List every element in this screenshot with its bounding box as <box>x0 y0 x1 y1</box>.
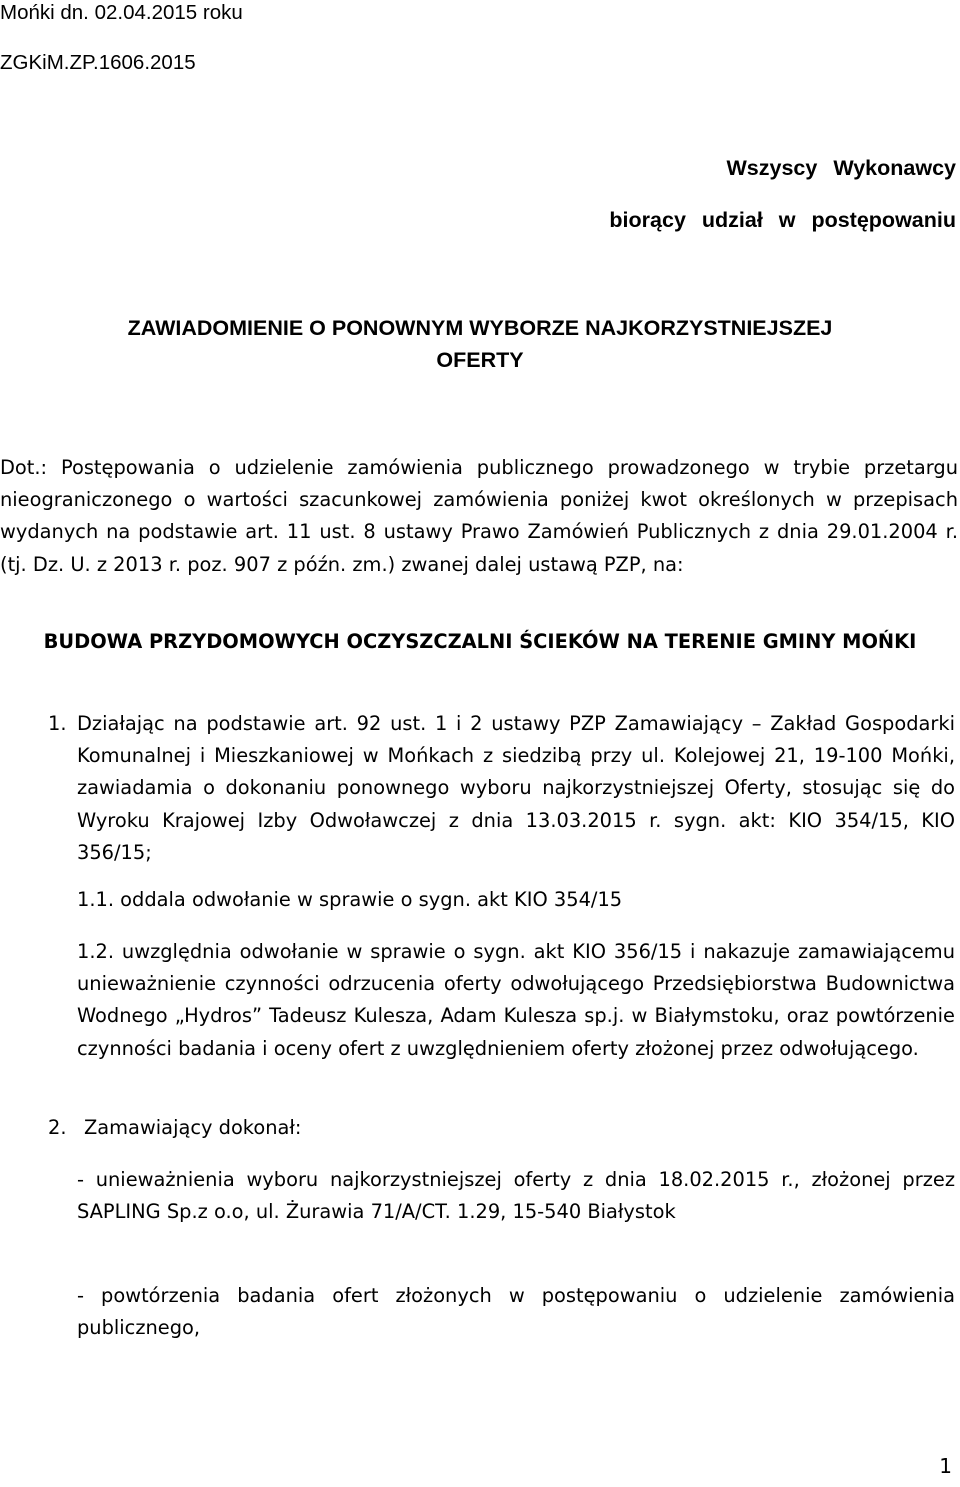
reference-number: ZGKiM.ZP.1606.2015 <box>0 51 196 74</box>
addressee-line-1: Wszyscy Wykonawcy <box>726 156 956 180</box>
item-1-2: 1.2. uwzględnia odwołanie w sprawie o sygn. akt KIO 356/15 i nakazuje zamawiającemu unieważnienie czynności odrzucenia oferty odwołującego Przedsiębiorstwa Budownictwa Wodnego „Hydros” Tadeusz Kulesza, Adam Kulesza sp.j. w Białymstoku, oraz powtórzenie czynności badania i oceny ofert z uwzględnieniem oferty złożonej przez odwołującego. <box>77 940 955 1060</box>
list-item-annulment: - unieważnienia wyboru najkorzystniejszej oferty z dnia 18.02.2015 r., złożonej przez SAPLING Sp.z o.o, ul. Żurawia 71/A/CT. 1.29, 15-540 Białystok <box>77 1168 955 1224</box>
document-title-line-1: ZAWIADOMIENIE O PONOWNYM WYBORZE NAJKORZYSTNIEJSZEJ <box>127 316 833 340</box>
section-2-heading: Zamawiający dokonał: <box>84 1116 302 1139</box>
subject-paragraph: Dot.: Postępowania o udzielenie zamówienia publicznego prowadzonego w trybie przetargu nieograniczonego o wartości szacunkowej zamówienia poniżej kwot określonych w przepisach wydanych na podstawie art. 11 ust. 8 ustawy Prawo Zamówień Publicznych z dnia 29.01.2004 r. (tj. Dz. U. z 2013 r. poz. 907 z późn. zm.) zwanej dalej ustawą PZP, na: <box>0 456 958 576</box>
list-item-re-examination: - powtórzenia badania ofert złożonych w postępowaniu o udzielenie zamówienia publicznego, <box>77 1284 955 1340</box>
section-1-text: Działając na podstawie art. 92 ust. 1 i 2 ustawy PZP Zamawiający – Zakład Gospodarki Komunalnej i Mieszkaniowej w Mońkach z siedzibą przy ul. Kolejowej 21, 19-100 Mońki, zawiadamia o dokonaniu ponownego wyboru najkorzystniejszej Oferty, stosując się do Wyroku Krajowej Izby Odwoławczej z dnia 13.03.2015 r. sygn. akt: KIO 354/15, KIO 356/15; <box>77 712 955 864</box>
place-date: Mońki dn. 02.04.2015 roku <box>0 1 243 24</box>
page-number: 1 <box>939 1454 952 1478</box>
addressee-line-2: biorący udział w postępowaniu <box>609 208 956 232</box>
project-name: BUDOWA PRZYDOMOWYCH OCZYSZCZALNI ŚCIEKÓW NA TERENIE GMINY MOŃKI <box>43 630 917 653</box>
document-title-line-2: OFERTY <box>436 348 524 372</box>
item-1-1: 1.1. oddala odwołanie w sprawie o sygn. akt KIO 354/15 <box>77 888 623 911</box>
section-1-number: 1. <box>48 712 67 735</box>
section-2-number: 2. <box>48 1116 67 1139</box>
